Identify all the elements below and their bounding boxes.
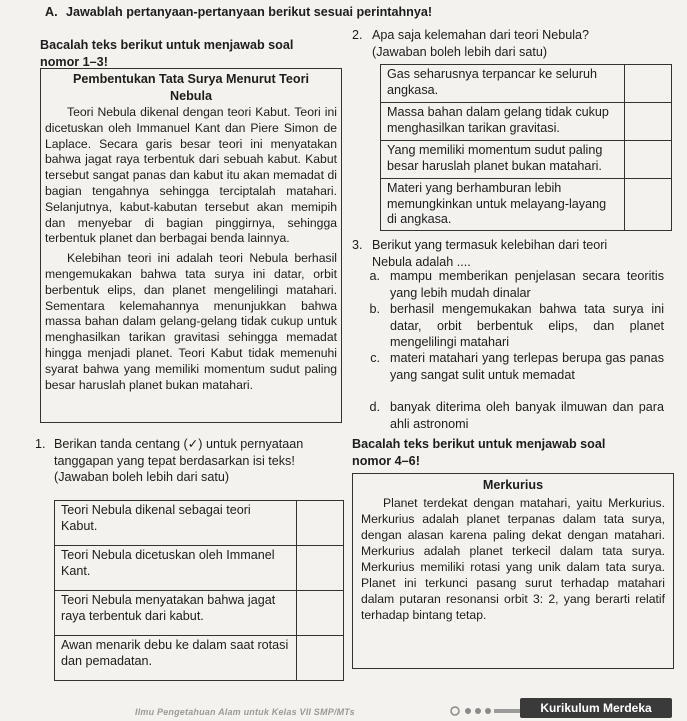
q1-statement: Teori Nebula dikenal sebagai teori Kabut. [55,501,297,546]
q3-option-letter: b. [369,302,380,316]
reading1-instruction [40,37,340,70]
page-footer [0,696,687,720]
q1-prompt-line3: (Jawaban boleh lebih dari satu) [54,470,230,484]
q1-table [54,500,344,681]
q1-checkbox[interactable] [297,546,344,591]
q3-option-a[interactable] [352,268,664,302]
q3-option-c[interactable] [352,350,664,400]
q3-option-letter: d. [369,400,380,414]
table-row [381,103,672,141]
table-row [381,141,672,179]
q2-statement: Massa bahan dalam gelang tidak cukup menghasilkan tarikan gravitasi. [381,103,625,141]
table-row [381,65,672,103]
reading1-box-title-line1: Pembentukan Tata Surya Menurut Teori [72,72,310,86]
reading1-instruction-line1: Bacalah teks berikut untuk menjawab soal [40,38,294,52]
dots-decoration-icon [450,706,520,716]
reading2-instruction-line2: nomor 4–6! [352,453,420,468]
q2-statement: Yang memiliki momentum sudut paling besar haruslah planet bukan matahari. [381,141,625,179]
q1-statement: Teori Nebula dicetuskan oleh Immanel Kant. [55,546,297,591]
reading1-box [40,68,342,423]
q2-checkbox[interactable] [625,65,672,103]
q3-option-d[interactable] [352,399,664,433]
q3-option-letter: a. [369,269,380,283]
reading2-box-title: Merkurius [482,478,544,492]
q3-prompt-line2: Nebula adalah .... [372,254,471,269]
q2-table [380,64,672,231]
q3-option-text: banyak diterima oleh banyak ilmuwan dan para ahli astronomi [390,400,664,431]
q2-checkbox[interactable] [625,179,672,231]
q3-option-text: berhasil mengemukakan bahwa tata surya ini datar, orbit berbentuk elips, dan planet mengelilingi matahari [390,302,664,349]
q3-prompt [372,237,672,270]
table-row [55,546,344,591]
q3-number: 3. [352,238,363,252]
q1-checkbox[interactable] [297,591,344,636]
table-row [381,179,672,231]
q3-option-text: mampu memberikan penjelasan secara teoritis yang lebih mudah dinalar [390,269,664,300]
q1-prompt [54,436,354,486]
table-row [55,591,344,636]
reading1-body [41,104,341,393]
q1-checkbox[interactable] [297,501,344,546]
table-row [55,501,344,546]
q1-prompt-line1: Berikan tanda centang (✓) untuk pernyataan [54,437,304,451]
q2-checkbox[interactable] [625,103,672,141]
reading2-box [352,473,674,669]
q2-checkbox[interactable] [625,141,672,179]
q3-option-letter: c. [370,351,380,365]
q1-checkbox[interactable] [297,636,344,681]
q1-number: 1. [35,437,46,451]
reading1-box-title-line2: Nebula [170,88,212,103]
table-row [55,636,344,681]
reading2-instruction [352,436,672,469]
reading2-paragraph: Planet terdekat dengan matahari, yaitu Merkurius. Merkurius adalah planet terpanas dalam tata surya, dengan alasan karena paling dekat dengan matahari. Merkurius adalah planet terkecil dalam tata surya. Merkurius memiliki rotasi yang unik dalam tata surya. Planet ini terkunci pasang surut terhadap matahari dalam putaran resonansi orbit 3: 2, yang berarti relatif terhadap bintang tetap. [361,495,665,622]
footer-title: Ilmu Pengetahuan Alam untuk Kelas VII SMP/MTs [135,707,355,717]
reading1-paragraph2: Kelebihan teori ini adalah teori Nebula berhasil mengemukakan bahwa tata surya ini datar, orbit berbentuk elips, dan planet mengelilingi matahari. Sementara kelemahannya menunjukkan bahwa massa bahan dalam gelang-gelang tidak cukup untuk menghasilkan tarikan gravitasi sehingga memadat hingga menjadi planet. Teori Kabut tidak memenuhi syarat bahwa yang memiliki momentum sudut paling besar haruslah planet bukan matahari. [45,251,337,392]
reading1-box-title [41,71,341,104]
q1-statement: Teori Nebula menyatakan bahwa jagat raya terbentuk dari kabut. [55,591,297,636]
q3-option-b[interactable] [352,301,664,351]
section-letter: A. [45,5,58,19]
q2-prompt: Apa saja kelemahan dari teori Nebula? [372,28,590,42]
reading1-instruction-line2: nomor 1–3! [40,54,108,69]
q1-statement: Awan menarik debu ke dalam saat rotasi dan pemadatan. [55,636,297,681]
q3-option-text: materi matahari yang terlepas berupa gas panas yang sangat sulit untuk memadat [390,351,664,382]
footer-dots [450,704,520,714]
reading2-instruction-line1: Bacalah teks berikut untuk menjawab soal [352,437,606,451]
q2-statement: Gas seharusnya terpancar ke seluruh angkasa. [381,65,625,103]
section-title: Jawablah pertanyaan-pertanyaan berikut sesuai perintahnya! [66,5,433,19]
reading1-paragraph1: Teori Nebula dikenal dengan teori Kabut. Teori ini dicetuskan oleh Immanuel Kant dan Piere Simon de Laplace. Secara garis besar teori ini menyatakan bahwa jagat raya terbentuk dari sebuah kabut. Kabut tersebut sangat panas dan kabut itu akan memadat di bagian tengahnya sehingga terciptalah matahari. Selanjutnya, kabut-kabutan tersebut akan memipih dan menyebar di bagian pinggirnya, sehingga terbentuk planet dan berbagai benda lainnya. [45,105,337,246]
q2-number: 2. [352,28,363,42]
q2-statement: Materi yang berhamburan lebih memungkinkan untuk melayang-layang di angkasa. [381,179,625,231]
reading2-body [353,494,673,623]
q2-note: (Jawaban boleh lebih dari satu) [372,45,548,59]
curriculum-badge: Kurikulum Merdeka [520,698,672,718]
q1-prompt-line2: tanggapan yang tepat berdasarkan isi teks! [54,453,295,468]
q3-prompt-line1: Berikut yang termasuk kelebihan dari teori [372,238,608,252]
